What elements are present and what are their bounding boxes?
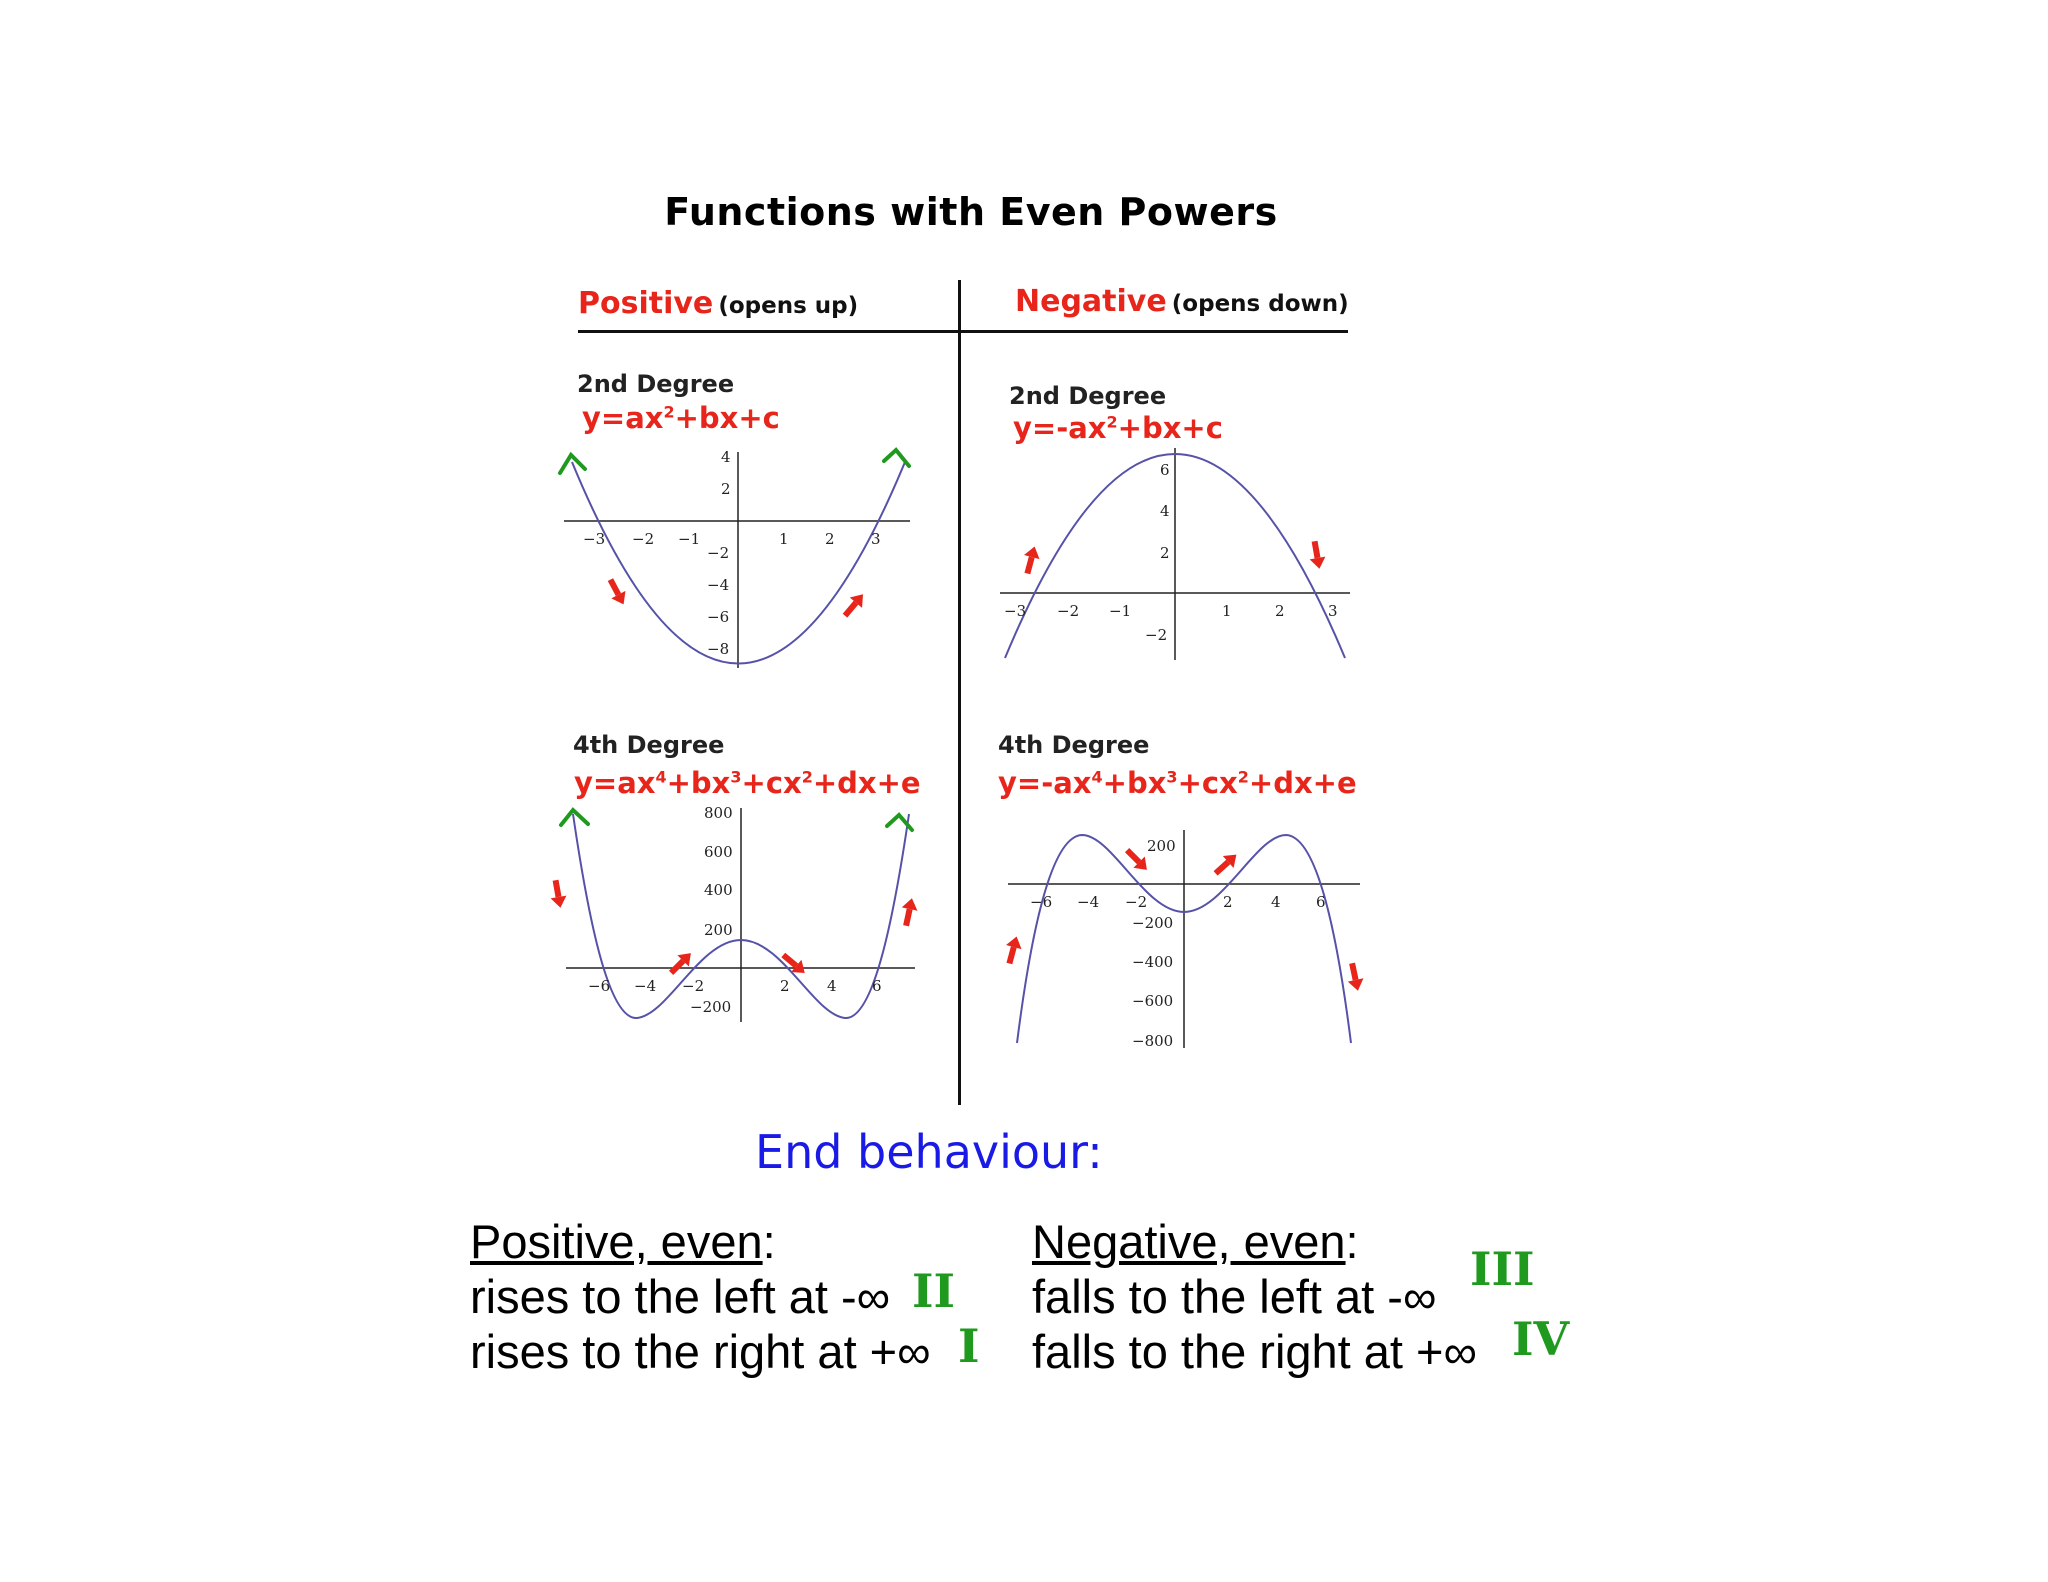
- neg4-ytick: −600: [1132, 992, 1174, 1010]
- neg4-xtick: −4: [1077, 893, 1100, 911]
- neg4-xtick: −2: [1125, 893, 1148, 911]
- page-title: Functions with Even Powers: [664, 190, 1278, 234]
- pos2-equation: $y=ax^2+bx+c$: [582, 401, 780, 435]
- pos4-xtick: 4: [827, 977, 837, 995]
- pos4-ytick: 600: [704, 843, 733, 861]
- quadrant-one-mark: I: [958, 1319, 980, 1373]
- neg4-equation: $y=-ax^4+bx^3+cx^2+dx+e$: [998, 766, 1357, 800]
- negative-label: Negative: [1015, 284, 1167, 319]
- pos2-xtick: −1: [678, 530, 701, 548]
- neg2-xtick: 1: [1222, 602, 1232, 620]
- neg2-xtick: 2: [1275, 602, 1285, 620]
- pos4-xtick: −6: [588, 977, 611, 995]
- neg2-ytick: 2: [1160, 544, 1170, 562]
- negative-left-behaviour: falls to the left at -∞: [1032, 1270, 1437, 1323]
- pos4-degree-label: 4th Degree: [573, 731, 725, 759]
- end-behaviour-heading: End behaviour:: [755, 1125, 1103, 1179]
- neg4-ytick: 200: [1147, 837, 1176, 855]
- pos4-xtick: −2: [682, 977, 705, 995]
- neg4-xtick: 2: [1223, 893, 1233, 911]
- positive-note: (opens up): [718, 293, 859, 319]
- pos2-ytick: −8: [707, 640, 730, 658]
- pos2-xtick: −2: [632, 530, 655, 548]
- pos2-ytick: 4: [721, 448, 731, 466]
- negative-summary: [1032, 1214, 1477, 1379]
- pos4-ytick: 400: [704, 881, 733, 899]
- neg2-ytick: −2: [1145, 626, 1168, 644]
- pos2-degree-label: 2nd Degree: [577, 370, 735, 398]
- pos2-xtick: 1: [779, 530, 789, 548]
- pos2-xtick: 3: [871, 530, 881, 548]
- neg4-xtick: −6: [1030, 893, 1053, 911]
- negative-summary-heading: Negative, even:: [1032, 1215, 1359, 1268]
- neg4-xtick: 4: [1271, 893, 1281, 911]
- red-up-arrow-icon: [1002, 934, 1025, 965]
- neg2-ytick: 6: [1160, 461, 1170, 479]
- neg2-degree-label: 2nd Degree: [1009, 382, 1167, 410]
- neg4-xtick: 6: [1316, 893, 1326, 911]
- neg4-degree-label: 4th Degree: [998, 731, 1150, 759]
- pos2-ytick: 2: [721, 480, 731, 498]
- pos2-xtick: −3: [583, 530, 606, 548]
- pos4-ytick: 800: [704, 804, 733, 822]
- neg2-xtick: −3: [1004, 602, 1027, 620]
- quadrant-two-mark: II: [912, 1264, 956, 1318]
- pos4-equation: $y=ax^4+bx^3+cx^2+dx+e$: [574, 766, 921, 800]
- neg2-equation: $y=-ax^2+bx+c$: [1013, 411, 1223, 445]
- neg2-xtick: −2: [1057, 602, 1080, 620]
- red-down-arrow-icon: [1344, 962, 1365, 993]
- neg4-ytick: −200: [1132, 914, 1174, 932]
- neg2-xtick: 3: [1328, 602, 1338, 620]
- negative-right-behaviour: falls to the right at +∞: [1032, 1325, 1477, 1378]
- negative-note: (opens down): [1171, 291, 1349, 317]
- positive-summary-heading: Positive, even:: [470, 1215, 776, 1268]
- pos4-ytick: −200: [690, 998, 732, 1016]
- positive-summary: [470, 1214, 931, 1379]
- neg4-ytick: −800: [1132, 1032, 1174, 1050]
- pos4-xtick: −4: [634, 977, 657, 995]
- positive-label: Positive: [578, 286, 714, 321]
- pos4-ytick: 200: [704, 921, 733, 939]
- pos4-xtick: 6: [872, 977, 882, 995]
- neg2-ytick: 4: [1160, 502, 1170, 520]
- quadrant-three-mark: III: [1470, 1242, 1535, 1296]
- pos2-xtick: 2: [825, 530, 835, 548]
- neg2-xtick: −1: [1109, 602, 1132, 620]
- pos4-xtick: 2: [780, 977, 790, 995]
- neg4-ytick: −400: [1132, 953, 1174, 971]
- pos2-ytick: −6: [707, 608, 730, 626]
- positive-right-behaviour: rises to the right at +∞: [470, 1325, 931, 1378]
- pos2-ytick: −4: [707, 576, 730, 594]
- quadrant-four-mark: IV: [1512, 1312, 1570, 1366]
- pos2-ytick: −2: [707, 544, 730, 562]
- positive-left-behaviour: rises to the left at -∞: [470, 1270, 891, 1323]
